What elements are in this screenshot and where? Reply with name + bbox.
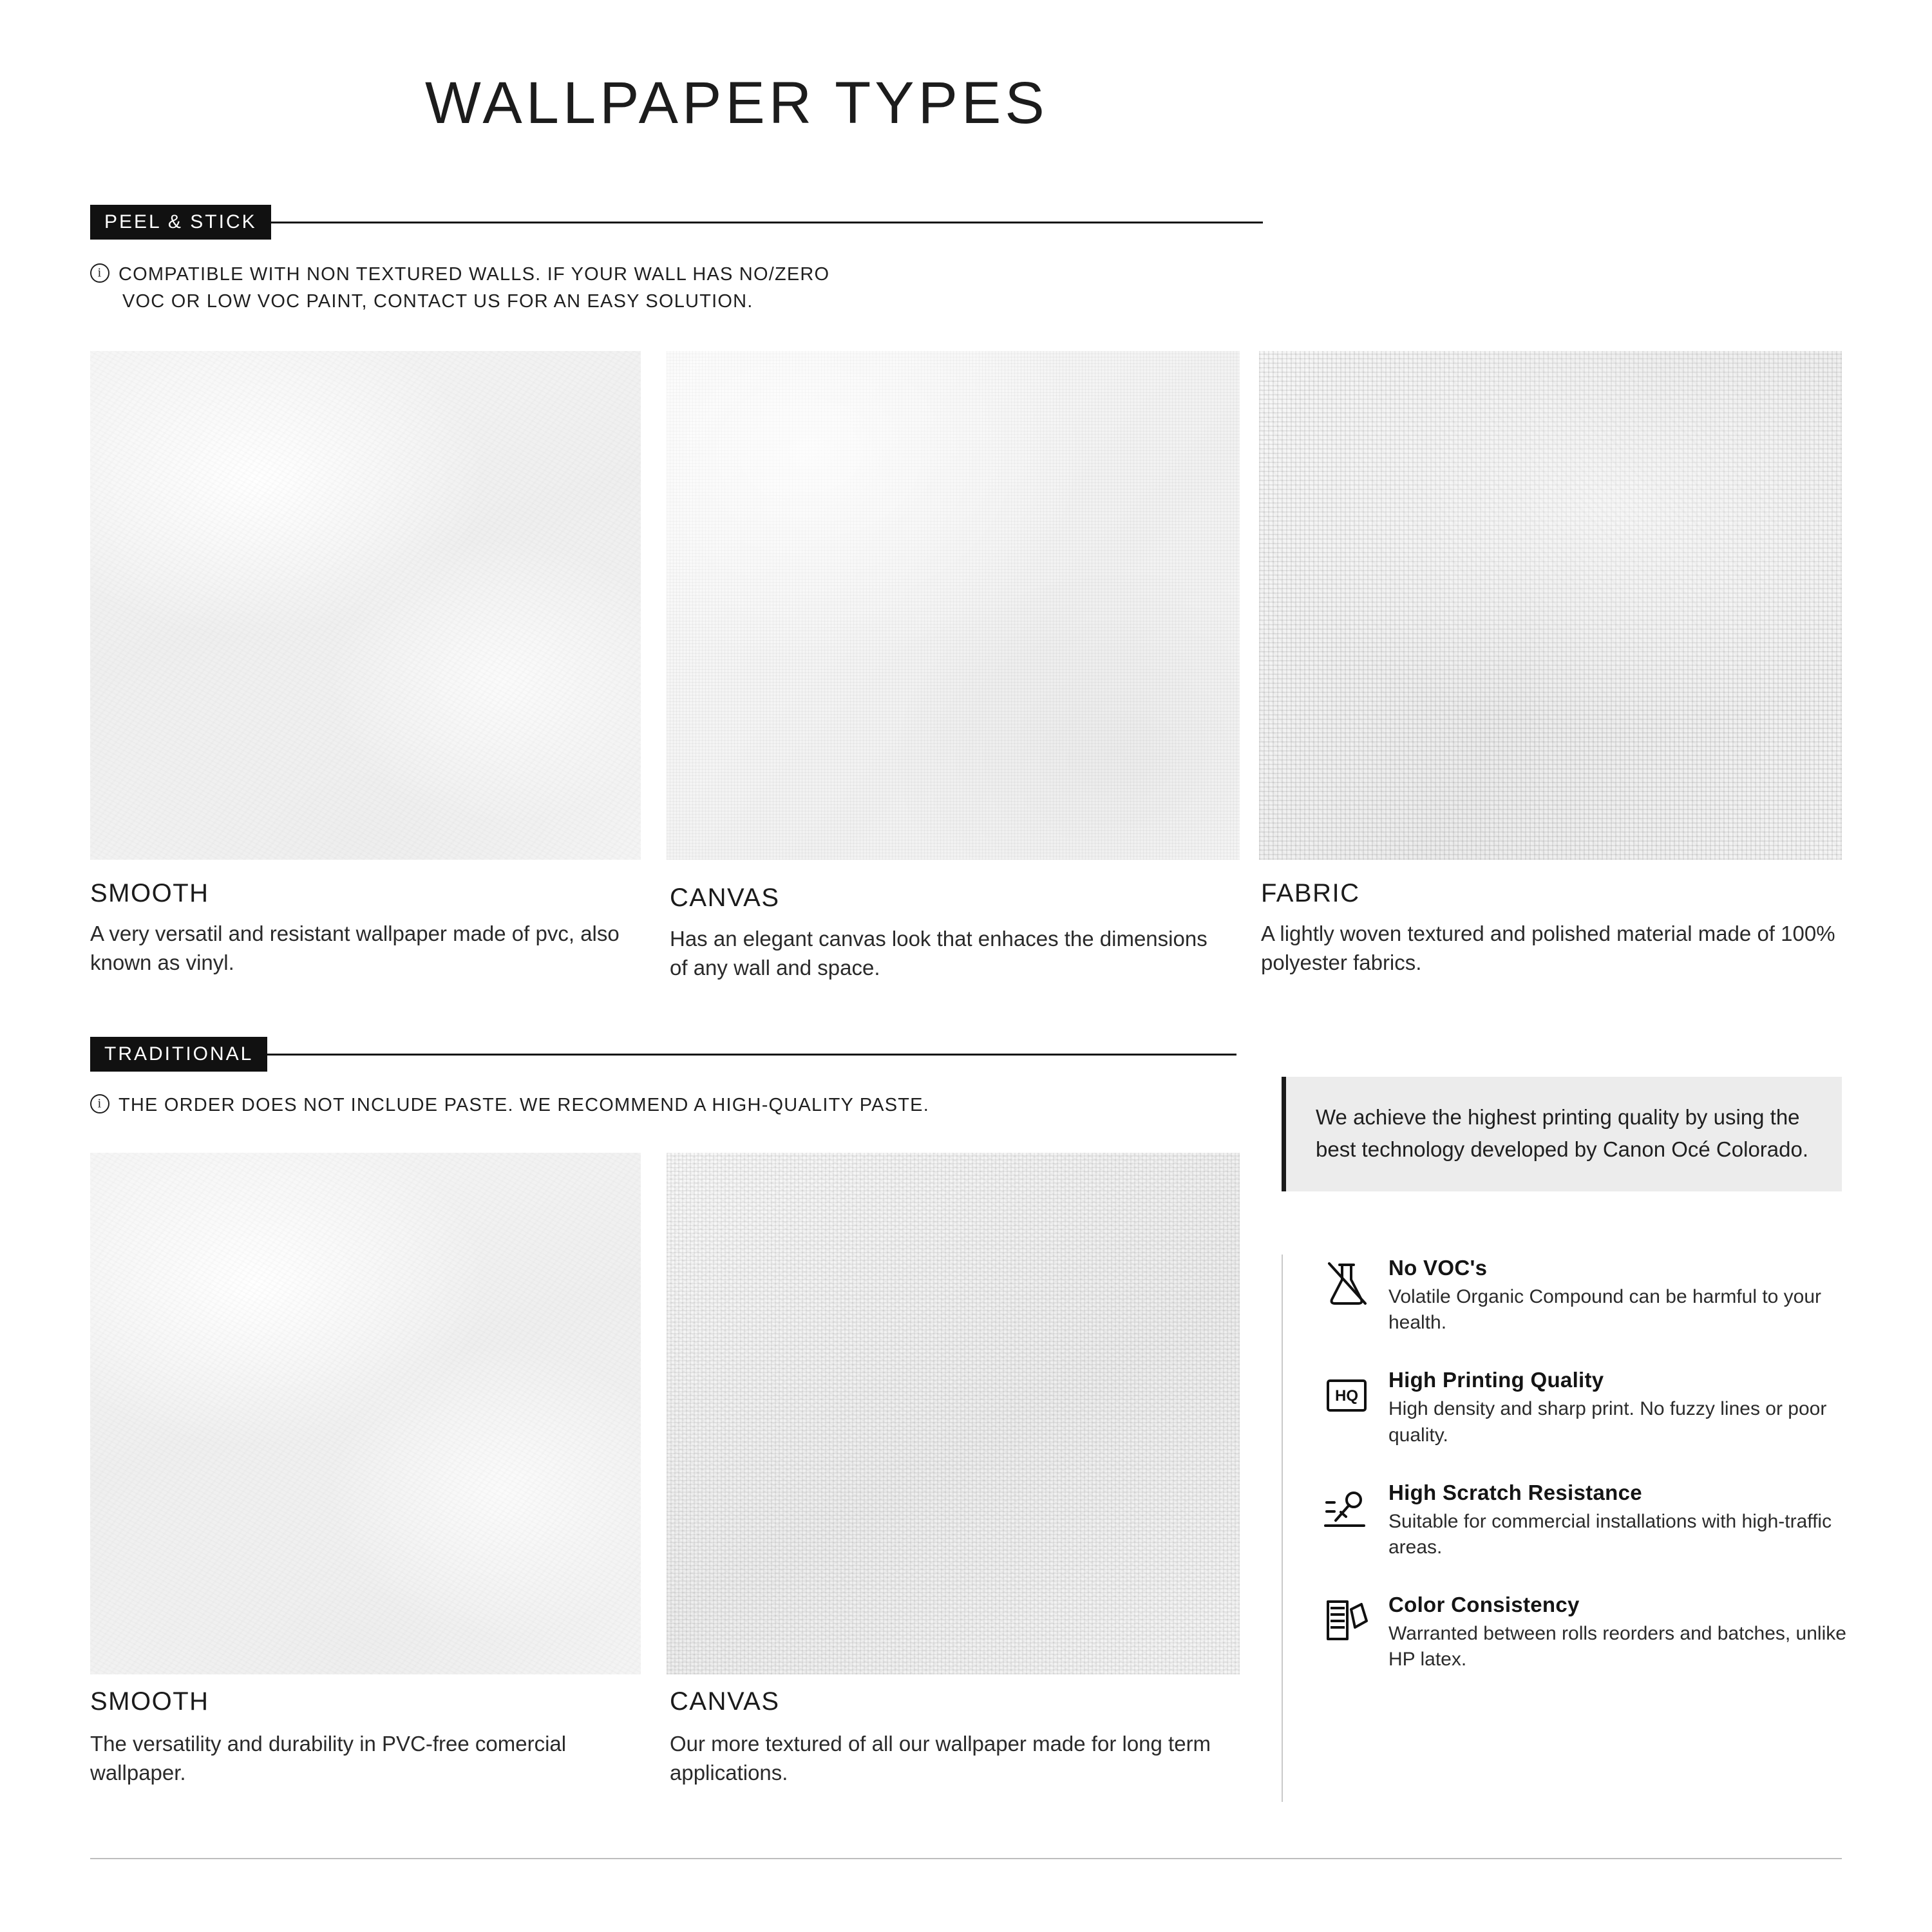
feature-high-scratch-resistance: [1283, 1479, 1848, 1560]
swatch-peel-fabric: [1259, 351, 1842, 860]
swatch-peel-smooth: [90, 351, 641, 860]
item-desc-traditional-canvas: Our more textured of all our wallpaper made for long term applications.: [670, 1732, 1211, 1785]
item-desc-peel-smooth: A very versatil and resistant wallpaper made of pvc, also known as vinyl.: [90, 922, 620, 974]
item-desc-peel-fabric: A lightly woven textured and polished material made of 100% polyester fabrics.: [1261, 922, 1835, 974]
swatch-peel-canvas: [667, 351, 1240, 860]
section-header-peel-stick: [90, 205, 1301, 240]
feature-text: [1388, 1591, 1848, 1672]
note-text: COMPATIBLE WITH NON TEXTURED WALLS. IF YOUR WALL HAS NO/ZERO VOC OR LOW VOC PAINT, CONTACT US FOR AN EASY SOLUTION.: [118, 264, 830, 312]
section-header-traditional: [90, 1037, 1236, 1072]
feature-high-printing-quality: [1283, 1367, 1848, 1448]
feature-body: Warranted between rolls reorders and batches, unlike HP latex.: [1388, 1623, 1846, 1671]
fabric-texture-swatch: [1259, 351, 1842, 860]
feature-title: Color Consistency: [1388, 1593, 1580, 1617]
item-desc-peel-canvas: Has an elegant canvas look that enhaces the dimensions of any wall and space.: [670, 927, 1208, 980]
no-voc-flask-icon: [1321, 1258, 1372, 1309]
footer-divider: [90, 1858, 1842, 1859]
note-text: THE ORDER DOES NOT INCLUDE PASTE. WE RECOMMEND A HIGH-QUALITY PASTE.: [118, 1095, 929, 1115]
page-title: WALLPAPER TYPES: [425, 70, 1048, 136]
feature-title: High Scratch Resistance: [1388, 1480, 1642, 1504]
hq-print-icon: [1321, 1370, 1372, 1421]
feature-color-consistency: [1283, 1591, 1848, 1672]
note-peel-stick: [90, 261, 1185, 315]
item-title-peel-fabric: FABRIC: [1261, 879, 1360, 907]
section-tag-traditional: TRADITIONAL: [90, 1037, 267, 1072]
canvas-texture-swatch: [667, 351, 1240, 860]
swatch-traditional-canvas: [667, 1153, 1240, 1674]
scratch-resistance-icon: [1321, 1483, 1372, 1533]
section-rule: [267, 1054, 1236, 1056]
section-tag-peel-stick: PEEL & STICK: [90, 205, 271, 240]
feature-body: High density and sharp print. No fuzzy lines or poor quality.: [1388, 1398, 1827, 1446]
color-consistency-icon: [1321, 1595, 1372, 1645]
smooth-texture-swatch: [90, 1153, 641, 1674]
item-title-peel-canvas: CANVAS: [670, 884, 780, 912]
feature-body: Volatile Organic Compound can be harmful to your health.: [1388, 1286, 1822, 1334]
item-title-traditional-canvas: CANVAS: [670, 1687, 780, 1716]
features-list: [1282, 1255, 1848, 1802]
info-icon: [90, 263, 109, 283]
item-title-traditional-smooth: SMOOTH: [90, 1687, 209, 1716]
feature-text: [1388, 1255, 1848, 1336]
feature-body: Suitable for commercial installations with high-traffic areas.: [1388, 1510, 1832, 1558]
feature-no-voc: [1283, 1255, 1848, 1336]
info-icon: [90, 1094, 109, 1113]
svg-text:HQ: HQ: [1335, 1387, 1358, 1405]
feature-text: [1388, 1479, 1848, 1560]
item-desc-traditional-smooth: The versatility and durability in PVC-free comercial wallpaper.: [90, 1732, 567, 1785]
quality-quote: [1282, 1077, 1842, 1191]
item-title-peel-smooth: SMOOTH: [90, 879, 209, 907]
canvas-texture-swatch: [667, 1153, 1240, 1674]
section-rule: [271, 222, 1263, 223]
feature-title: High Printing Quality: [1388, 1368, 1604, 1392]
note-traditional: [90, 1092, 1198, 1119]
swatch-traditional-smooth: [90, 1153, 641, 1674]
quote-text: We achieve the highest printing quality by using the best technology developed by Canon Océ Colorado.: [1286, 1077, 1842, 1191]
smooth-texture-swatch: [90, 351, 641, 860]
feature-text: [1388, 1367, 1848, 1448]
feature-title: No VOC's: [1388, 1256, 1488, 1280]
quote-accent-bar: [1282, 1077, 1286, 1191]
